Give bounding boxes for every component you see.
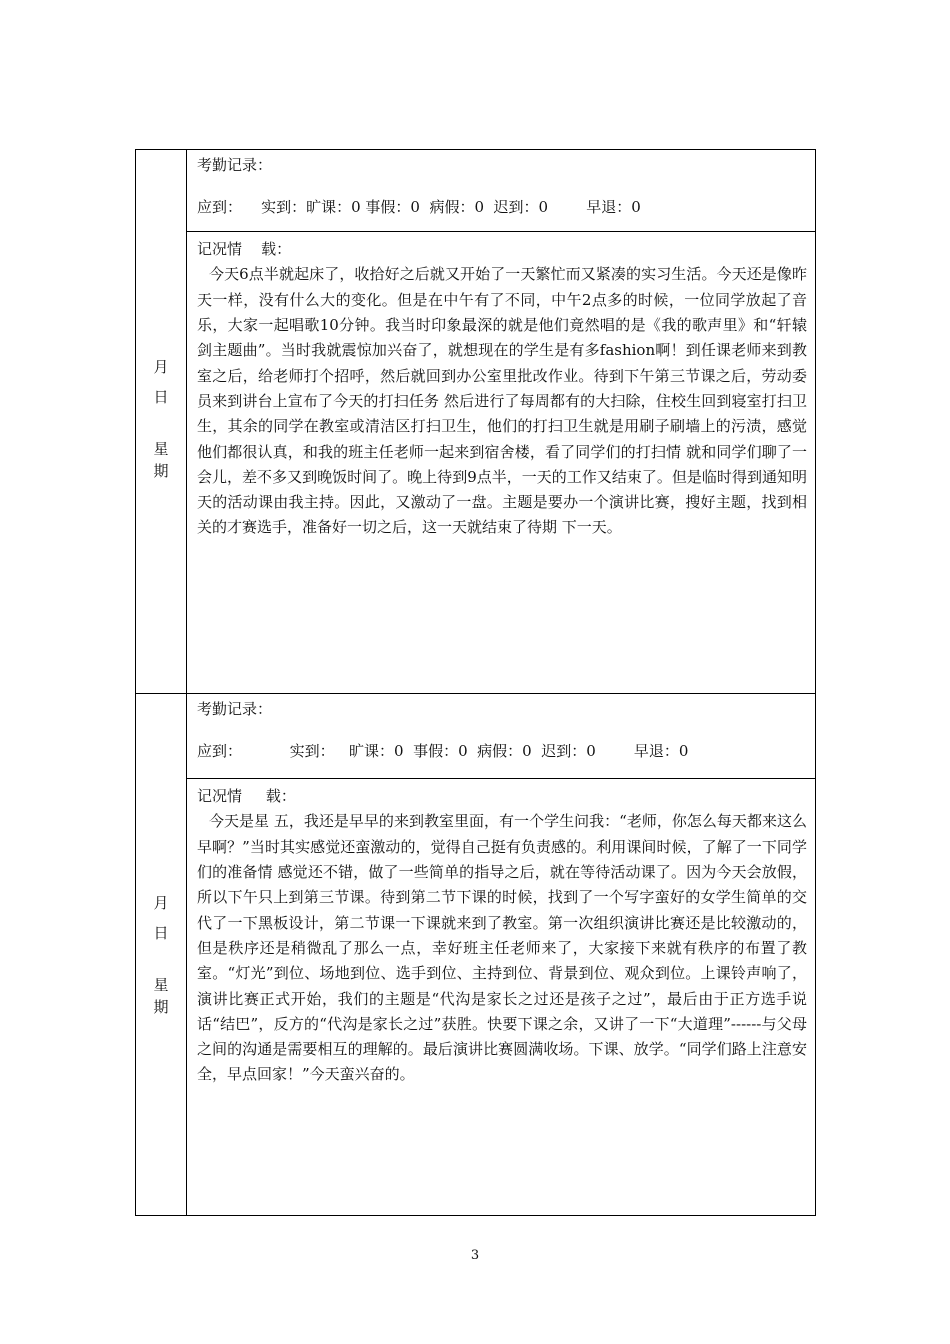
- entry-1-weekday-label-2: 期: [153, 462, 169, 480]
- entry-1-weekday-label-1: 星: [153, 440, 169, 458]
- entry-2-attendance-values: 应到： 实到： 旷课：0 事假：0 病假：0 迟到：0 早退：0: [197, 742, 689, 760]
- entry-1-day-label: 日: [153, 388, 169, 406]
- entry-1-diary-title: 记况情 载：: [197, 240, 292, 259]
- entry-2-attendance-title: 考勤记录：: [197, 700, 273, 718]
- entry-2-diary-text: 今天是星 五，我还是早早的来到教室里面，有一个学生问我：“老师，你怎么每天都来这么早啊？”当时其实感觉还蛮激动的，觉得自己挺有负责感的。利用课间时候，了解了一下同学们的准备情 感觉还不错，做了一些简单的指导之后，就在等待活动课了。因为今天会放假，所以下午只上到第三节课。待到第二节下课的时候，找到了一个写字蛮好的女学生简单的交代了一下黑板设计，第二节课一下课就来到了教室。第一次组织演讲比赛还是比较激动的，但是秩序还是稍微乱了那么一点，幸好班主任老师来了，大家接下来就有秩序的布置了教室。“灯光”到位、场地到位、选手到位、主持到位、背景到位、观众到位。上课铃声响了，演讲比赛正式开始，我们的主题是“代沟是家长之过还是孩子之过”，最后由于正方选手说话“结巴”，反方的“代沟是家长之过”获胜。快要下课之余，又讲了一下“大道理”------与父母之间的沟通是需要相互的理解的。最后演讲比赛圆满收场。下课、放学。“同学们路上注意安全，早点回家！”今天蛮兴奋的。: [197, 812, 807, 1084]
- entry-2-attendance-cell: [187, 694, 816, 779]
- page-number: 3: [470, 1248, 480, 1263]
- entry-2-date-cell: [136, 694, 187, 1216]
- entry-2-day-label: 日: [153, 924, 169, 942]
- entry-2-diary-title: 记况情 载：: [197, 787, 296, 806]
- entry-2-weekday-label-1: 星: [153, 976, 169, 994]
- entry-1-month-label: 月: [153, 358, 169, 376]
- entry-2-attendance-row: [136, 694, 816, 779]
- entry-1-diary-row: [136, 232, 816, 694]
- entry-1-attendance-cell: [187, 150, 816, 232]
- entry-1-attendance-row: [136, 150, 816, 232]
- entry-2-diary-row: [136, 779, 816, 1216]
- entry-1-diary-text: 今天6点半就起床了，收拾好之后就又开始了一天繁忙而又紧凑的实习生活。今天还是像昨天一样，没有什么大的变化。但是在中午有了不同，中午2点多的时候，一位同学放起了音乐，大家一起唱歌10分钟。我当时印象最深的就是他们竟然唱的是《我的歌声里》和“轩辕剑主题曲”。当时我就震惊加兴奋了，就想现在的学生是有多fashion啊！到任课老师来到教室之后，给老师打个招呼，然后就回到办公室里批改作业。待到下午第三节课之后，劳动委员来到讲台上宣布了今天的打扫任务 然后进行了每周都有的大扫除，住校生回到寝室打扫卫生，其余的同学在教室或清洁区打扫卫生，他们的打扫卫生就是用刷子刷墙上的污渍，感觉他们都很认真，和我的班主任老师一起来到宿舍楼，看了同学们的打扫情 就和同学们聊了一会儿，差不多又到晚饭时间了。晚上待到9点半，一天的工作又结束了。但是临时得到通知明天的活动课由我主持。因此，又激动了一盘。主题是要办一个演讲比赛，搜好主题，找到相关的才赛选手，准备好一切之后，这一天就结束了待期 下一天。: [197, 265, 807, 537]
- entry-1-diary-cell: [187, 232, 816, 694]
- entry-2-diary-cell: [187, 779, 816, 1216]
- entry-2-month-label: 月: [153, 894, 169, 912]
- entry-1-attendance-values: 应到： 实到：旷课：0 事假：0 病假：0 迟到：0 早退：0: [197, 198, 641, 216]
- entry-2-weekday-label-2: 期: [153, 998, 169, 1016]
- entry-1-attendance-title: 考勤记录：: [197, 156, 273, 174]
- entry-1-date-cell: [136, 150, 187, 694]
- diary-table: [135, 149, 816, 1216]
